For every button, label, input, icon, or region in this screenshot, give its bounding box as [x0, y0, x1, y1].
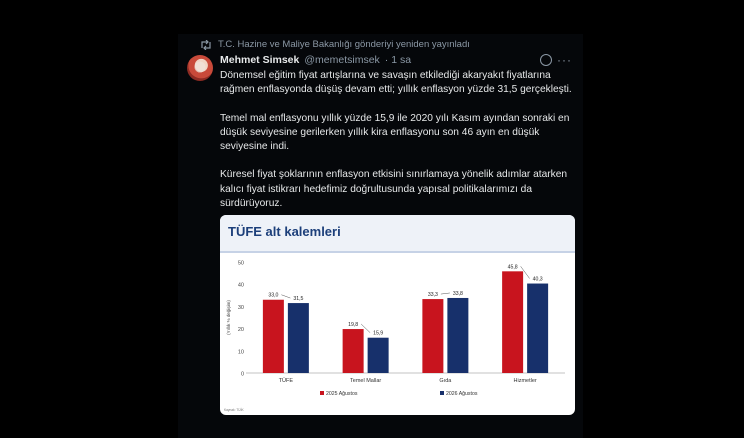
x-tick-label: Gıda: [439, 378, 452, 384]
change-arrow: [441, 293, 450, 294]
chart-title: TÜFE alt kalemleri: [228, 224, 341, 239]
tweet-paragraph-2: Temel mal enflasyonu yıllık yüzde 15,9 ile 2020 yılı Kasım ayından sonraki en düşük seviyesine gerilerken yıllık kira enflasyonu son 46 ayın en düşük seviyesine indi.: [220, 112, 570, 153]
more-options-icon[interactable]: ···: [557, 53, 572, 67]
x-tick-label: Temel Mallar: [350, 378, 382, 384]
data-label: 33,8: [452, 290, 463, 297]
data-label: 33,3: [427, 292, 438, 299]
author-row: [220, 54, 580, 66]
data-label: 19,8: [348, 322, 359, 329]
retweet-indicator: [200, 39, 470, 50]
y-tick-label: 20: [237, 327, 244, 334]
legend-swatch: [320, 391, 324, 395]
bar: [263, 300, 284, 373]
chart-source: Kaynak: TÜİK: [224, 408, 244, 412]
retweet-text[interactable]: T.C. Hazine ve Maliye Bakanlığı gönderiyi yeniden yayınladı: [218, 39, 470, 50]
tweet-time[interactable]: · 1 sa: [384, 54, 412, 66]
change-arrow: [281, 295, 290, 298]
data-label: 33,0: [268, 292, 279, 299]
avatar[interactable]: [187, 55, 213, 81]
retweet-icon: [200, 40, 212, 50]
y-tick-label: 30: [237, 304, 244, 311]
x-tick-label: TÜFE: [278, 378, 294, 384]
legend-label: 2025 Ağustos: [326, 391, 358, 397]
y-tick-label: 50: [237, 260, 244, 267]
author-handle[interactable]: @memetsimsek: [304, 54, 380, 66]
bar: [502, 271, 523, 373]
bar: [422, 299, 443, 373]
tweet-paragraph-1: Dönemsel eğitim fiyat artışlarına ve savaşın etkilediği akaryakıt fiyatlarına rağmen enflasyonda düşüş devam etti; yıllık enflasyon yüzde 31,5 gerçekleşti.: [220, 70, 572, 96]
y-axis-label: (Yıllık % değişim): [226, 300, 231, 335]
bar: [447, 298, 468, 373]
data-label: 31,5: [293, 296, 304, 303]
bar-chart: [220, 215, 575, 415]
bar: [368, 338, 389, 373]
bar: [527, 284, 548, 373]
y-tick-label: 10: [237, 349, 244, 356]
tweet-text: [220, 69, 580, 225]
grok-icon[interactable]: [540, 54, 552, 66]
tweet-paragraph-3: Küresel fiyat şoklarının enflasyon etkisini sınırlamaya yönelik adımlar atarken kalıcı fiyat istikrarı hedefimiz doğrultusunda yapısal politikalarımızı da sürdürüyoruz.: [220, 169, 568, 210]
legend-swatch: [440, 391, 444, 395]
x-tick-label: Hizmetler: [513, 378, 537, 384]
y-tick-label: 0: [240, 371, 244, 378]
data-label: 15,9: [373, 330, 384, 337]
bar: [343, 329, 364, 373]
data-label: 40,3: [532, 276, 543, 283]
author-name[interactable]: Mehmet Simsek: [220, 54, 300, 66]
legend-label: 2026 Ağustos: [446, 391, 478, 397]
chart-card[interactable]: [220, 215, 575, 415]
bar: [288, 303, 309, 373]
data-label: 45,8: [507, 264, 518, 271]
y-tick-label: 40: [237, 282, 244, 289]
